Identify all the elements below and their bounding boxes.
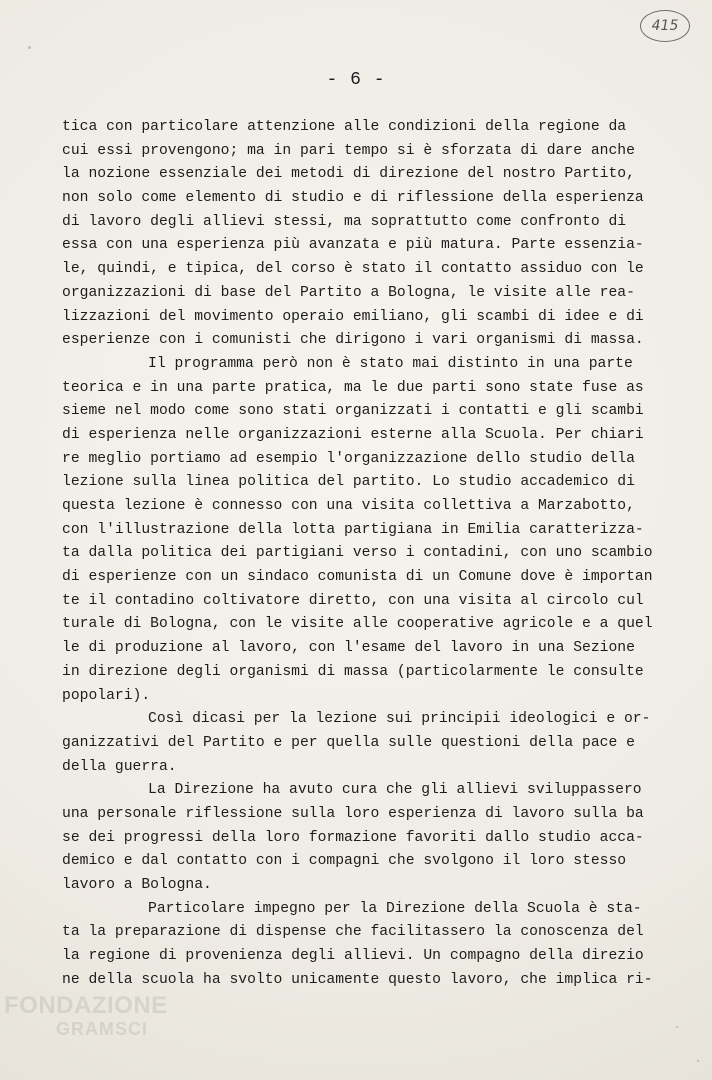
text-line: con l'illustrazione della lotta partigiana in Emilia caratterizza- — [62, 521, 644, 538]
text-line: Particolare impegno per la Direzione della Scuola è sta- — [148, 900, 642, 917]
text-line: teorica e in una parte pratica, ma le due parti sono state fuse as — [62, 379, 644, 396]
text-line: della guerra. — [62, 758, 177, 775]
text-line: ta la preparazione di dispense che facilitassero la conoscenza del — [62, 924, 644, 941]
scan-speck — [697, 1060, 699, 1062]
text-line: lizzazioni del movimento operaio emiliano, gli scambi di idee e di — [62, 308, 644, 325]
text-line: ne della scuola ha svolto unicamente questo lavoro, che implica ri- — [62, 971, 653, 988]
text-line: re meglio portiamo ad esempio l'organizzazione dello studio della — [62, 450, 635, 467]
text-line: se dei progressi della loro formazione favoriti dallo studio acca- — [62, 829, 644, 846]
text-line: Così dicasi per la lezione sui principii ideologici e or- — [148, 711, 651, 728]
watermark-line-2: GRAMSCI — [56, 1019, 148, 1039]
text-line: cui essi provengono; ma in pari tempo si è sforzata di dare anche — [62, 142, 635, 159]
text-line: La Direzione ha avuto cura che gli allievi sviluppassero — [148, 782, 642, 799]
text-line: tica con particolare attenzione alle condizioni della regione da — [62, 119, 627, 135]
text-line: demico e dal contatto con i compagni che svolgono il loro stesso — [62, 853, 627, 870]
text-line: turale di Bologna, con le visite alle cooperative agricole e a quel — [62, 616, 653, 633]
text-line: lavoro a Bologna. — [62, 877, 212, 893]
text-line: di lavoro degli allievi stessi, ma soprattutto come confronto di — [62, 213, 627, 230]
text-line: di esperienza nelle organizzazioni esterne alla Scuola. Per chiari — [62, 426, 644, 443]
text-line: lezione sulla linea politica del partito. Lo studio accademico di — [62, 474, 635, 491]
text-line: una personale riflessione sulla loro esperienza di lavoro sulla ba — [62, 805, 644, 822]
text-line: non solo come elemento di studio e di riflessione della esperienza — [62, 190, 644, 207]
text-line: la regione di provenienza degli allievi. Un compagno della direzio — [62, 948, 644, 965]
page-number: - 6 - — [326, 70, 386, 90]
text-line: organizzazioni di base del Partito a Bologna, le visite alle rea- — [62, 284, 635, 301]
text-line: popolari). — [62, 687, 151, 704]
text-line: le, quindi, e tipica, del corso è stato il contatto assiduo con le — [62, 261, 644, 278]
scan-speck — [676, 1026, 678, 1028]
text-line: ta dalla politica dei partigiani verso i contadini, con uno scambio — [62, 545, 653, 562]
text-line: sieme nel modo come sono stati organizzati i contatti e gli scambi — [62, 403, 644, 420]
watermark-line-1: FONDAZIONE — [4, 992, 168, 1019]
text-line: le di produzione al lavoro, con l'esame del lavoro in una Sezione — [62, 640, 635, 657]
text-line: Il programma però non è stato mai distinto in una parte — [148, 355, 633, 372]
text-line: la nozione essenziale dei metodi di direzione del nostro Partito, — [62, 166, 635, 183]
typed-text-body — [62, 116, 653, 992]
text-line: in direzione degli organismi di massa (particolarmente le consulte — [62, 663, 644, 680]
text-line: questa lezione è connesso con una visita collettiva a Marzabotto, — [62, 498, 635, 514]
archive-stamp — [640, 10, 690, 42]
text-line: ganizzativi del Partito e per quella sulle questioni della pace e — [62, 734, 635, 751]
text-line: di esperienze con un sindaco comunista di un Comune dove è importan — [62, 569, 653, 586]
watermark — [4, 994, 168, 1040]
text-line: esperienze con i comunisti che dirigono i vari organismi di massa. — [62, 332, 644, 349]
text-line: essa con una esperienza più avanzata e più matura. Parte essenzia- — [62, 237, 644, 254]
text-line: te il contadino coltivatore diretto, con una visita al circolo cul — [62, 592, 644, 609]
scan-speck — [28, 46, 31, 49]
archive-stamp-number: 415 — [651, 18, 679, 34]
